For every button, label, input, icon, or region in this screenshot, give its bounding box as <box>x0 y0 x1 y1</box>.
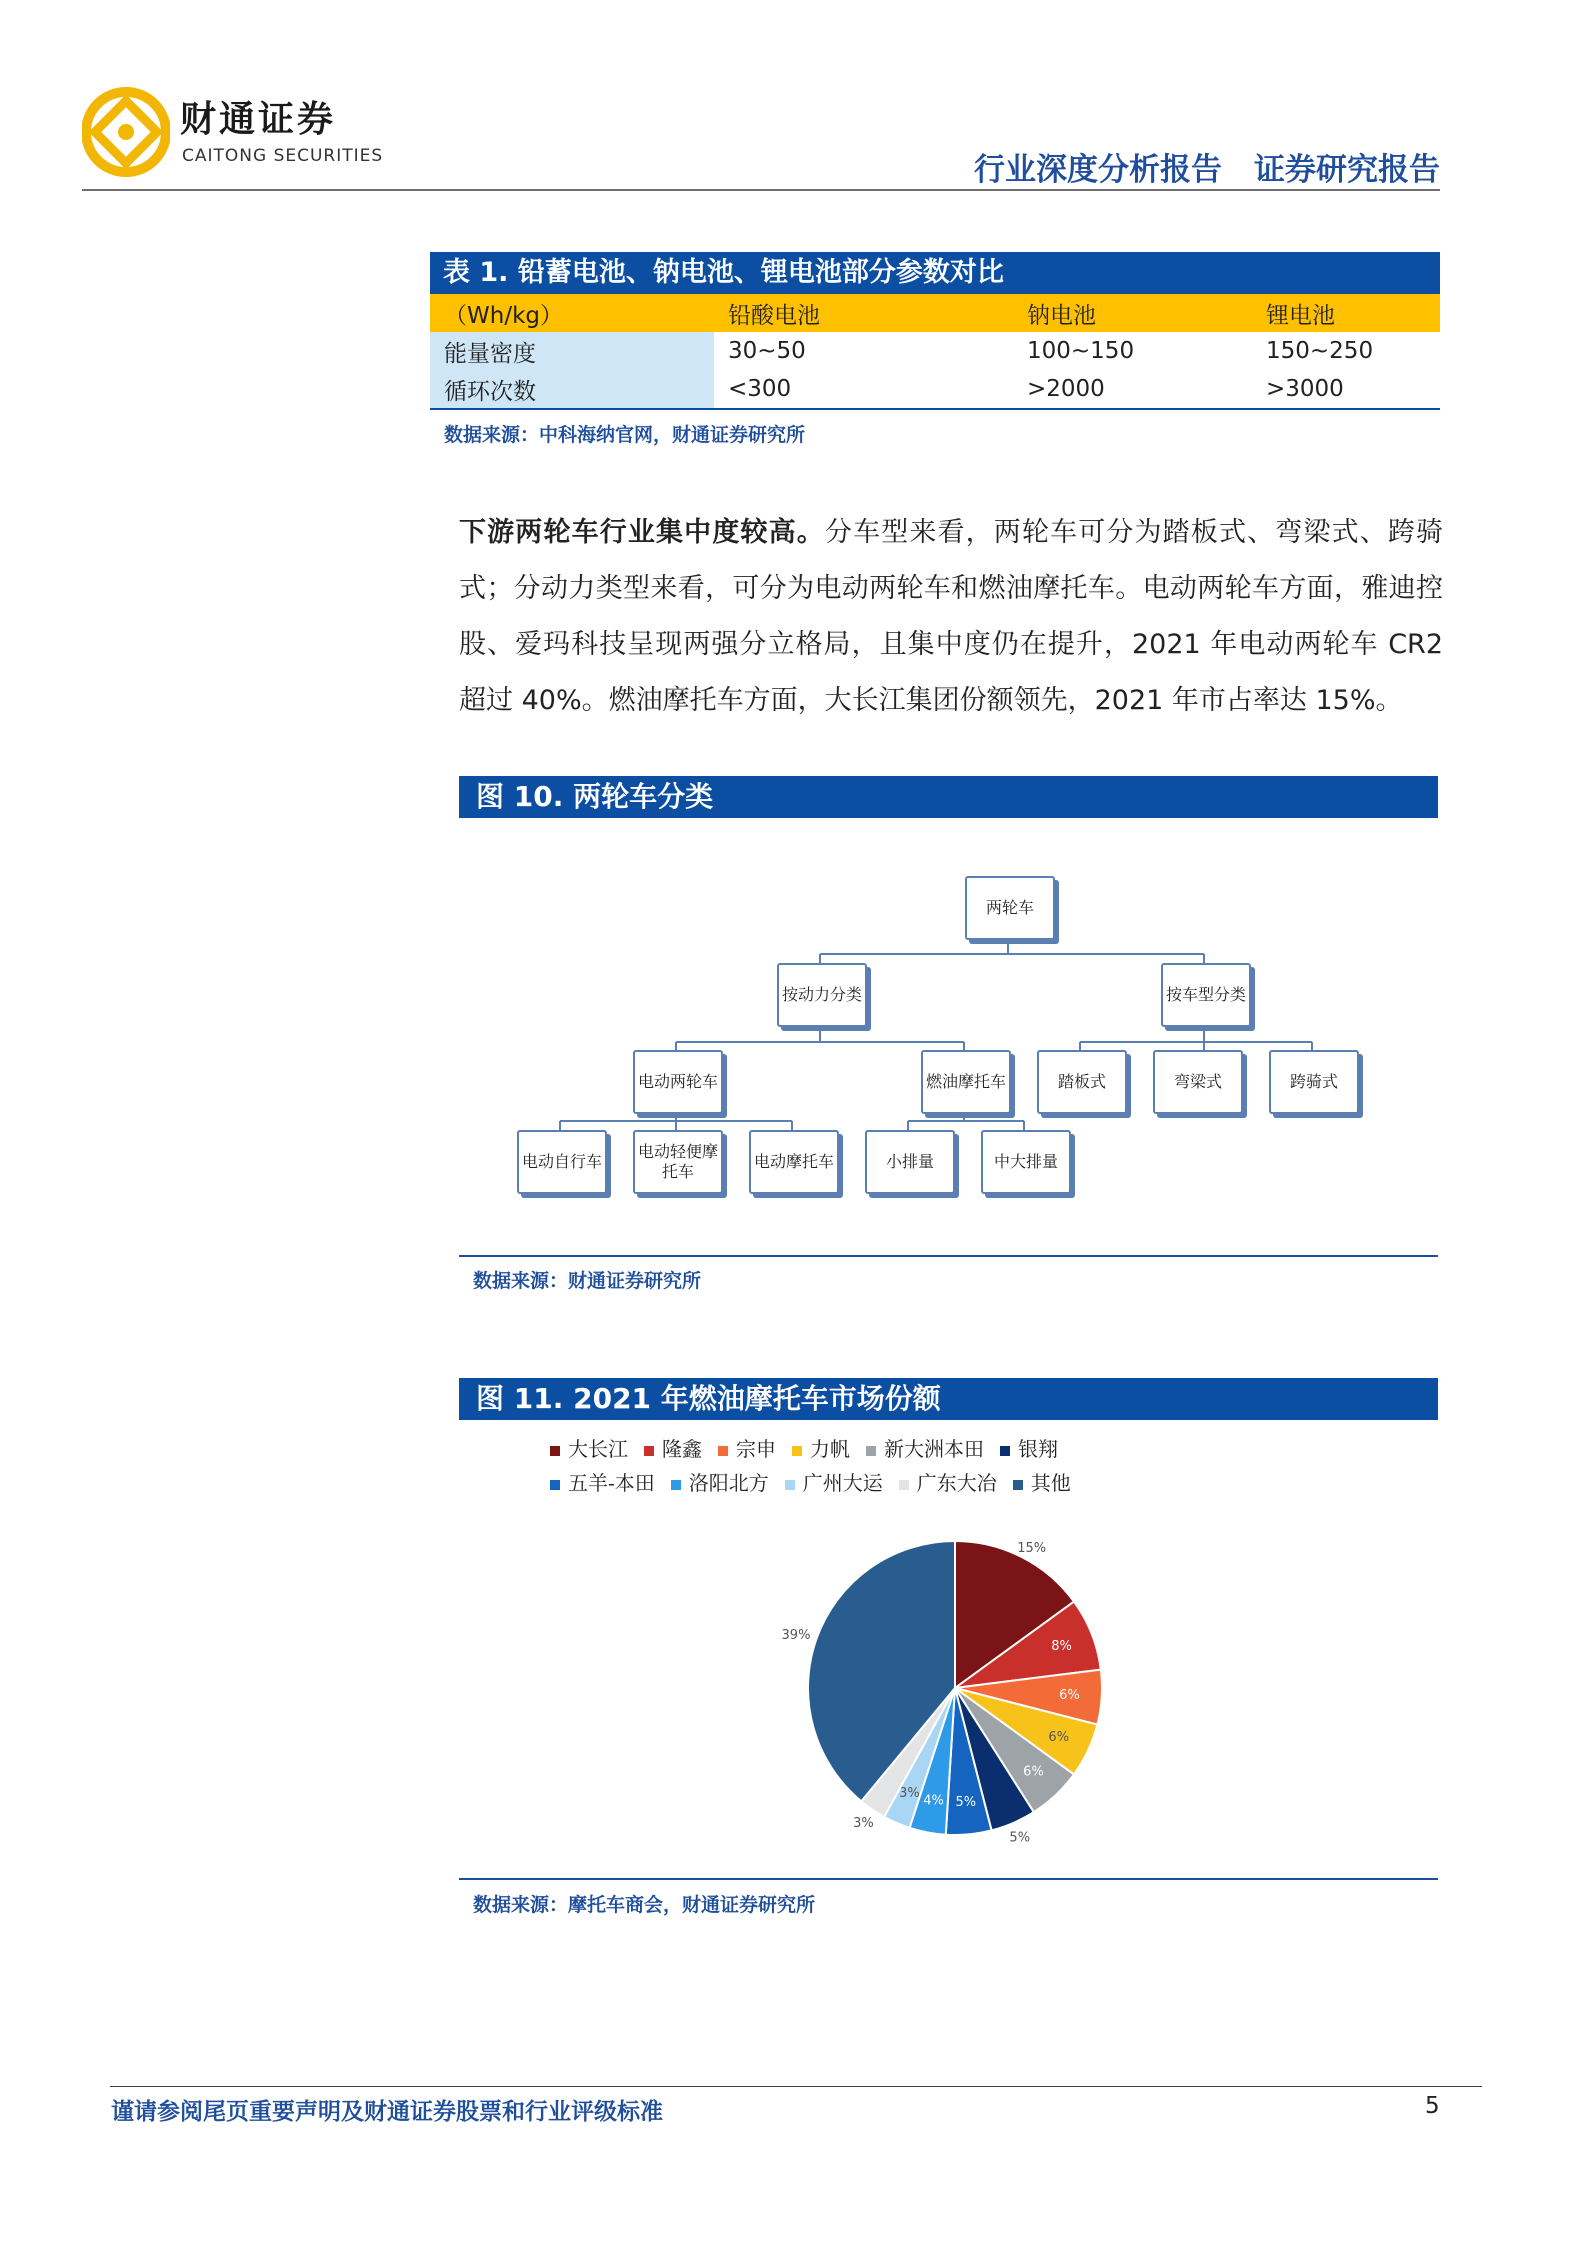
legend-item <box>671 1466 769 1500</box>
legend-label: 银翔 <box>1018 1437 1058 1461</box>
table-cell: 循环次数 <box>430 370 714 409</box>
table-header-cell: （Wh/kg） <box>430 294 714 332</box>
legend-swatch <box>644 1446 654 1456</box>
node-mid-large-displacement: 中大排量 <box>981 1130 1071 1194</box>
node-e-moto: 电动摩托车 <box>749 1130 839 1194</box>
legend-label: 大长江 <box>568 1437 628 1461</box>
node-e-light-moto-line2: 托车 <box>661 1162 694 1181</box>
legend-item <box>792 1432 850 1466</box>
legend-item <box>550 1466 655 1500</box>
legend-item <box>550 1432 628 1466</box>
table-cell: 能量密度 <box>430 332 714 370</box>
figure11-title: 图 11. 2021 年燃油摩托车市场份额 <box>459 1378 1438 1420</box>
footer-divider <box>110 2086 1482 2087</box>
page-number: 5 <box>1425 2093 1440 2119</box>
legend-swatch <box>899 1480 909 1490</box>
pie-data-label: 39% <box>781 1627 811 1643</box>
brand-name-cn: 财通证券 <box>180 99 337 140</box>
pie-data-label: 5% <box>955 1795 977 1811</box>
pie-data-label: 6% <box>1048 1729 1070 1745</box>
pie-data-label: 3% <box>853 1815 874 1831</box>
legend-item <box>644 1432 702 1466</box>
legend-swatch <box>550 1446 560 1456</box>
table-cell: <300 <box>714 370 1013 409</box>
figure10-title: 图 10. 两轮车分类 <box>459 776 1438 818</box>
footer-disclaimer: 谨请参阅尾页重要声明及财通证券股票和行业评级标准 <box>111 2099 663 2125</box>
figure11-rule <box>459 1878 1438 1880</box>
figure11-source: 数据来源：摩托车商会，财通证券研究所 <box>473 1894 816 1916</box>
report-type: 行业深度分析报告 <box>974 152 1222 188</box>
legend-item <box>866 1432 984 1466</box>
node-small-displacement: 小排量 <box>865 1130 955 1194</box>
legend-swatch <box>1000 1446 1010 1456</box>
legend-item <box>1013 1466 1071 1500</box>
paragraph-lead: 下游两轮车行业集中度较高。 <box>459 517 825 548</box>
legend-swatch <box>785 1480 795 1490</box>
node-electric: 电动两轮车 <box>633 1050 723 1114</box>
legend-item <box>718 1432 776 1466</box>
table-cell: 100~150 <box>1027 338 1135 364</box>
table-header-cell: 铅酸电池 <box>714 294 1013 332</box>
market-share-pie <box>740 1520 1160 1860</box>
pie-data-label: 8% <box>1051 1638 1072 1654</box>
brand-name-en: CAITONG SECURITIES <box>182 146 384 166</box>
legend-label: 新大洲本田 <box>884 1437 984 1461</box>
legend-label: 五羊-本田 <box>568 1471 655 1495</box>
legend-label: 宗申 <box>736 1437 776 1461</box>
report-class: 证券研究报告 <box>1254 152 1440 188</box>
legend-label: 广州大运 <box>802 1471 883 1495</box>
node-straddle: 跨骑式 <box>1269 1050 1359 1114</box>
node-fuel: 燃油摩托车 <box>921 1050 1011 1114</box>
table-cell: 150~250 <box>1266 338 1374 364</box>
pie-data-label: 3% <box>899 1786 920 1802</box>
paragraph-body: 分车型来看，两轮车可分为踏板式、弯梁式、跨骑式；分动力类型来看，可分为电动两轮车和燃油摩托车。电动两轮车方面，雅迪控股、爱玛科技呈现两强分立格局，且集中度仍在提升，2021 年电动两轮车 CR2 超过 40%。燃油摩托车方面，大长江集团份额领先，2021 年市占率达 15%。 <box>459 517 1444 716</box>
legend-label: 隆鑫 <box>662 1437 702 1461</box>
table-cell: >3000 <box>1252 370 1440 409</box>
node-two-wheeler: 两轮车 <box>965 876 1055 940</box>
pie-data-label: 4% <box>923 1793 944 1809</box>
node-e-light-moto <box>633 1130 723 1194</box>
table-header-cell: 钠电池 <box>1013 294 1252 332</box>
legend-swatch <box>866 1446 876 1456</box>
legend-swatch <box>718 1446 728 1456</box>
pie-data-label: 15% <box>1017 1541 1047 1557</box>
legend-swatch <box>550 1480 560 1490</box>
pie-data-label: 6% <box>1059 1688 1080 1704</box>
node-underbone: 弯梁式 <box>1153 1050 1243 1114</box>
pie-legend <box>550 1432 1330 1500</box>
table1-title: 表 1. 铅蓄电池、钠电池、锂电池部分参数对比 <box>430 252 1440 294</box>
node-by-type: 按车型分类 <box>1161 963 1251 1027</box>
legend-item <box>1000 1432 1058 1466</box>
legend-swatch <box>671 1480 681 1490</box>
node-by-power: 按动力分类 <box>777 963 867 1027</box>
legend-swatch <box>1013 1480 1023 1490</box>
legend-label: 力帆 <box>810 1437 850 1461</box>
figure10-source: 数据来源：财通证券研究所 <box>473 1270 702 1292</box>
pie-data-label: 6% <box>1023 1764 1044 1780</box>
legend-item <box>785 1466 883 1500</box>
pie-data-label: 5% <box>1009 1830 1031 1846</box>
legend-item <box>899 1466 997 1500</box>
table-cell: >2000 <box>1013 370 1252 409</box>
node-e-bicycle: 电动自行车 <box>517 1130 607 1194</box>
legend-swatch <box>792 1446 802 1456</box>
node-scooter: 踏板式 <box>1037 1050 1127 1114</box>
table-cell: 30~50 <box>728 338 806 364</box>
legend-label: 广东大冶 <box>916 1471 997 1495</box>
table-header-cell: 锂电池 <box>1252 294 1440 332</box>
legend-label: 洛阳北方 <box>688 1471 769 1495</box>
legend-label: 其他 <box>1030 1471 1071 1495</box>
table1-source: 数据来源：中科海纳官网，财通证券研究所 <box>444 424 806 446</box>
figure10-rule <box>459 1255 1438 1257</box>
node-e-light-moto-line1: 电动轻便摩 <box>637 1142 718 1161</box>
